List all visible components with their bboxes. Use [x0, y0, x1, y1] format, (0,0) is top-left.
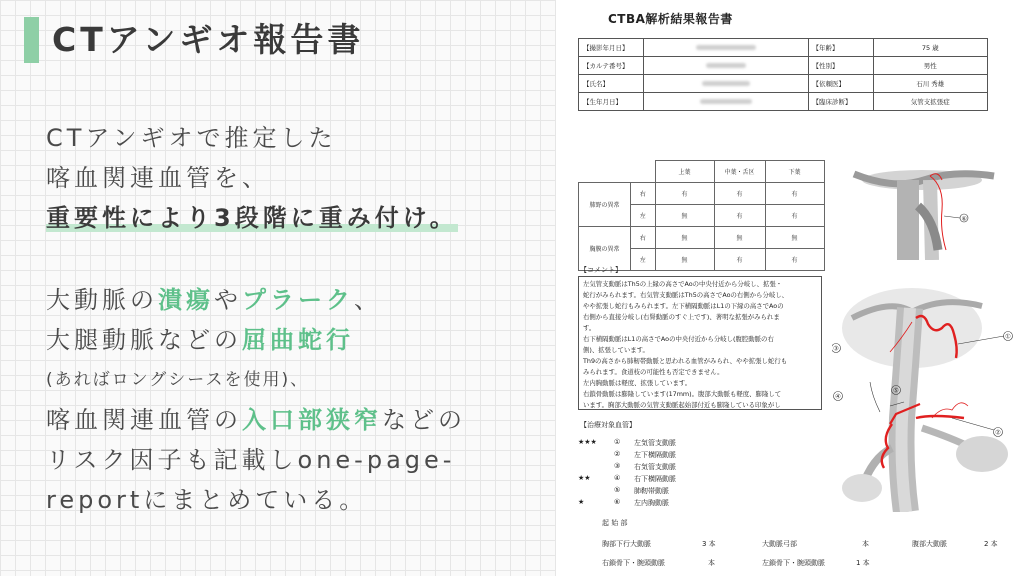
redacted-value [706, 63, 746, 68]
comment-line: す。 [583, 324, 596, 332]
vessel-name: 肺靭帯動脈 [634, 487, 669, 495]
age-value: 75 歳 [873, 39, 987, 57]
comment-line: 右鎖骨動脈は膨隆しています(17mm)。腹部大動脈も軽度、膨隆して [583, 390, 782, 398]
chart-no-label: 【カルテ番号】 [579, 57, 644, 75]
p1-line-2: 喀血関連血管を、 [46, 164, 270, 192]
cell: 無 [765, 227, 824, 249]
marker-4: ④ [835, 392, 841, 401]
sex-label: 【性別】 [808, 57, 873, 75]
findings-table [578, 160, 825, 271]
doctor-label: 【依頼医】 [808, 75, 873, 93]
marker-1: ① [1005, 332, 1011, 341]
origin-count: 本 [708, 559, 715, 567]
p2-text: などの [382, 406, 466, 434]
side-label: 左 [631, 205, 656, 227]
origin-count: 1 本 [856, 559, 870, 567]
ct-image-arch [834, 150, 1010, 260]
comment-line: 側)、拡張しています。 [583, 346, 649, 354]
keyword-ulcer: 潰瘍 [158, 286, 214, 314]
origin-count: 本 [862, 540, 869, 548]
origin-item: 胸部下行大動脈 [602, 540, 651, 548]
age-label: 【年齢】 [808, 39, 873, 57]
p2-line-6: reportにまとめている。 [46, 486, 368, 514]
group-label: 肺野の異常 [579, 183, 631, 227]
cell: 無 [655, 249, 714, 271]
treatment-list [578, 438, 738, 510]
p2-line-5: リスク因子も記載しone-page- [46, 446, 456, 474]
comment-box [578, 276, 822, 410]
sex-value: 男性 [873, 57, 987, 75]
origin-item: 腹部大動脈 [912, 540, 947, 548]
vessel-number: ⑥ [614, 498, 621, 506]
side-label: 左 [631, 249, 656, 271]
birth-label: 【生年月日】 [579, 93, 644, 111]
priority-stars: ★★★ [578, 438, 597, 446]
p2-text: 、 [354, 286, 382, 314]
exam-date-label: 【撮影年月日】 [579, 39, 644, 57]
marker-3: ③ [833, 344, 839, 353]
cell: 有 [765, 205, 824, 227]
group-label: 胸膜の異常 [579, 227, 631, 271]
keyword-tortuosity: 屈曲蛇行 [242, 326, 354, 354]
comment-line: みられます。食道枝の可能性も否定できません。 [583, 368, 724, 376]
cell: 無 [655, 227, 714, 249]
p2-text: や [214, 286, 242, 314]
cell: 有 [714, 183, 765, 205]
col-header: 上葉 [655, 161, 714, 183]
diagnosis-value: 気管支拡張症 [873, 93, 987, 111]
col-header: 下葉 [765, 161, 824, 183]
treatment-item [578, 474, 738, 486]
vessel-number: ④ [614, 474, 621, 482]
report-title: CTBA解析結果報告書 [608, 12, 733, 26]
side-label: 右 [631, 227, 656, 249]
p2-text: 大腿動脈などの [46, 326, 242, 354]
marker-2: ② [995, 428, 1001, 437]
priority-stars: ★★ [578, 474, 591, 482]
vessel-number: ⑤ [614, 486, 621, 494]
redacted-value [702, 81, 750, 86]
cell: 有 [765, 183, 824, 205]
comment-line: 蛇行がみられます。右気管支動脈はTh5の高さでAoの右側から分岐し、 [583, 291, 789, 299]
treatment-item [578, 498, 738, 510]
cell: 無 [714, 227, 765, 249]
comment-line: Th9の高さから肺靭帯動脈と思われる血管がみられ、やや拡張し蛇行も [583, 357, 788, 365]
side-label: 右 [631, 183, 656, 205]
vessel-name: 左内胸動脈 [634, 499, 669, 507]
treatment-item [578, 438, 738, 450]
cell: 有 [714, 249, 765, 271]
doctor-value: 石川 秀雄 [873, 75, 987, 93]
p1-line-1: CTアンギオで推定した [46, 124, 337, 152]
vessel-name: 右下横隔動脈 [634, 475, 676, 483]
slide-title: CTアンギオ報告書 [52, 20, 365, 59]
report-document [556, 0, 1024, 576]
keyword-plaque: プラーク [242, 286, 354, 314]
cell: 有 [655, 183, 714, 205]
origin-item: 左鎖骨下・腕頭動脈 [762, 559, 825, 567]
cell: 無 [655, 205, 714, 227]
marker-5: ⑤ [893, 386, 899, 395]
p2-sheath-note: (あればロングシースを使用)、 [46, 370, 310, 390]
p1-line-3-highlight: 重要性により3段階に重み付け。 [46, 204, 458, 232]
redacted-value [700, 99, 752, 104]
p2-text: 喀血関連血管の [46, 406, 242, 434]
title-accent-bar [24, 17, 39, 63]
marker-6: ⑥ [961, 215, 967, 223]
origin-count: 3 本 [702, 540, 716, 548]
treatment-item [578, 450, 738, 462]
col-header: 中葉・舌区 [714, 161, 765, 183]
p2-text: 大動脈の [46, 286, 158, 314]
ct-image-aorta [832, 278, 1022, 512]
origin-item: 大動脈弓部 [762, 540, 797, 548]
origin-label: 起 始 部 [602, 519, 628, 527]
redacted-value [696, 45, 756, 50]
comment-label: 【コメント】 [580, 266, 622, 274]
treatment-item [578, 486, 738, 498]
vessel-number: ① [614, 438, 621, 446]
priority-stars: ★ [578, 498, 585, 506]
vessel-number: ③ [614, 462, 621, 470]
vessel-number: ② [614, 450, 621, 458]
cell: 有 [714, 205, 765, 227]
comment-line: 左気管支動脈はTh5の上縁の高さでAoの中央付近から分岐し、拡張・ [583, 280, 783, 288]
comment-line: 右下横隔動脈はL1の高さでAoの中央付近から分岐し(腹腔動脈の右 [583, 335, 774, 343]
paragraph-1 [46, 118, 458, 238]
origin-count: 2 本 [984, 540, 998, 548]
comment-line: 左内胸動脈は軽度、拡張しています。 [583, 379, 692, 387]
paragraph-2 [46, 280, 466, 520]
name-label: 【氏名】 [579, 75, 644, 93]
treatment-label: 【治療対象血管】 [580, 421, 636, 429]
origin-item: 右鎖骨下・腕頭動脈 [602, 559, 665, 567]
vessel-name: 左下横隔動脈 [634, 451, 676, 459]
comment-line: 右側から直接分岐し(右腎動脈のすぐ上です)、著明な拡張がみられま [583, 313, 780, 321]
vessel-name: 左気管支動脈 [634, 439, 676, 447]
vessel-name: 右気管支動脈 [634, 463, 676, 471]
cell: 有 [765, 249, 824, 271]
keyword-ostial-stenosis: 入口部狭窄 [242, 406, 382, 434]
origin-summary [556, 512, 1024, 576]
diagnosis-label: 【臨床診断】 [808, 93, 873, 111]
comment-line: やや拡張し蛇行もみられます。左下横隔動脈はL1の下縁の高さでAoの [583, 302, 784, 310]
patient-header-table [578, 38, 988, 111]
treatment-item [578, 462, 738, 474]
comment-line: います。胸部大動脈の気管支動脈起始部付近も膨隆している印象がし [583, 401, 781, 409]
